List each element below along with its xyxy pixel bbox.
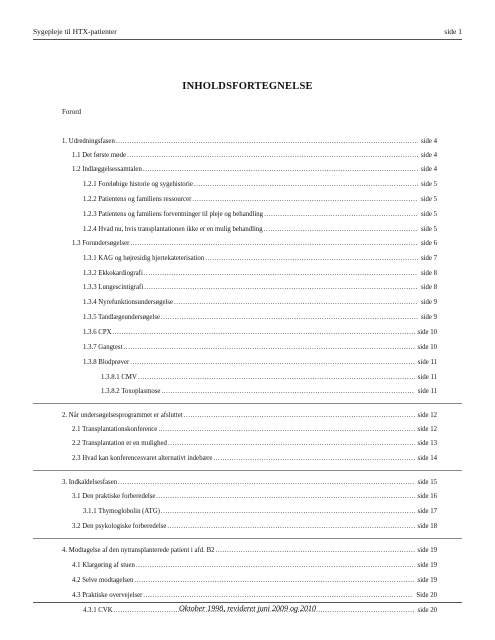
toc-entry-page: side 4	[420, 166, 437, 173]
section-divider	[33, 538, 462, 539]
section-divider	[33, 470, 462, 471]
toc-entry-label: 2. Når undersøgelsesprogrammet er afsluttet	[62, 412, 183, 419]
toc-entry-page: side 5	[420, 181, 437, 188]
toc-entry-subsection	[83, 313, 437, 323]
toc-entry-page: side 10	[417, 329, 437, 336]
toc-entry-page: side 20	[417, 607, 437, 614]
toc-leader-dots	[194, 180, 418, 190]
toc-entry-section	[72, 576, 437, 586]
toc-entry-label: 2.3 Hvad kan konferencesvaret alternativt indebære	[72, 455, 213, 462]
toc-entry-label: 1.3.8 Blodprøver	[83, 359, 130, 366]
toc-leader-dots	[127, 151, 418, 161]
toc-leader-dots	[168, 439, 415, 449]
toc-entry-chapter	[62, 478, 437, 488]
toc-entry-label: 1.3.1 KAG og højresidig hjertekateterisation	[83, 255, 205, 262]
toc-leader-dots	[174, 298, 418, 308]
toc-entry-label: 4.3.1 CVK	[83, 607, 113, 614]
toc-entry-page: side 12	[417, 412, 437, 419]
toc-entry-label: 2.1 Transplantationskonference	[72, 426, 158, 433]
header-page-number: side 1	[444, 27, 462, 36]
toc-entry-section	[72, 454, 437, 464]
toc-leader-dots	[158, 425, 414, 435]
toc-entry-label: 1.3.8.1 CMV	[101, 374, 137, 381]
toc-title: INHOLDSFORTEGNELSE	[182, 81, 313, 92]
toc-entry-section	[72, 239, 437, 249]
toc-entry-page: side 11	[417, 388, 437, 395]
toc-entry-page: side 12	[417, 426, 437, 433]
toc-entry-subsection	[83, 225, 437, 235]
toc-entry-page: Side 20	[416, 592, 437, 599]
header-title: Sygepleje til HTX-patienter	[33, 27, 117, 36]
toc-entry-subsection	[83, 358, 437, 368]
toc-entry-subsubsection	[101, 387, 437, 397]
toc-entry-label: 1.2.1 Foreløbige historie og sygehistorie	[83, 181, 193, 188]
toc-leader-dots	[144, 269, 418, 279]
toc-entry-page: side 8	[420, 270, 437, 277]
toc-entry-label: 1.3 Forundersøgelser	[72, 240, 130, 247]
toc-entry-label: 1.3.8.2 Toxoplasmose	[101, 388, 161, 395]
toc-entry-page: side 9	[420, 314, 437, 321]
toc-entry-page: side 19	[417, 577, 437, 584]
toc-entry-page: side 11	[417, 374, 437, 381]
toc-entry-label: 1.3.6 CPX	[83, 329, 112, 336]
toc-entry-page: side 19	[417, 547, 437, 554]
toc-entry-page: side 18	[417, 523, 437, 530]
toc-entry-label: 1.2.3 Patientens og familiens forventninger til pleje og behandling	[83, 211, 264, 218]
toc-entry-page: side 4	[420, 138, 437, 145]
page-footer: Oktober 1998, revideret juni 2009 og 2010	[179, 604, 316, 613]
toc-leader-dots	[113, 328, 415, 338]
toc-entry-chapter	[62, 137, 437, 147]
toc-leader-dots	[264, 225, 418, 235]
toc-entry-section	[72, 522, 437, 532]
toc-entry-label: 3.1 Den praktiske forberedelse	[72, 493, 156, 500]
toc-entry-subsection	[83, 269, 437, 279]
toc-entry-page: side 19	[417, 562, 437, 569]
toc-entry-subsection	[83, 195, 437, 205]
toc-leader-dots	[264, 210, 418, 220]
toc-entry-subsection	[83, 283, 437, 293]
toc-entry-label: 1. Udredningsfasen	[62, 138, 115, 145]
toc-leader-dots	[130, 239, 418, 249]
section-divider	[33, 403, 462, 404]
toc-leader-dots	[138, 373, 415, 383]
toc-leader-dots	[143, 165, 418, 175]
toc-entry-label: 4.2 Selve modtagelsen	[72, 577, 134, 584]
toc-entry-label: 1.1 Det første møde	[72, 152, 126, 159]
toc-entry-page: side 13	[417, 440, 437, 447]
toc-entry-section	[72, 151, 437, 161]
toc-entry-label: 1.3.7 Gangtest	[83, 344, 123, 351]
toc-entry-page: side 15	[417, 479, 437, 486]
toc-entry-subsection	[83, 507, 437, 517]
toc-entry-subsection	[83, 328, 437, 338]
toc-entry-section	[72, 165, 437, 175]
toc-entry-page: side 17	[417, 508, 437, 515]
toc-entry-page: side 7	[420, 255, 437, 262]
toc-entry-label: 1.3.2 Ekkokardiografi	[83, 270, 143, 277]
toc-leader-dots	[213, 454, 414, 464]
toc-entry-label: 4. Modtagelse af den nytransplanterede patient i afd. B2	[62, 547, 215, 554]
toc-entry-page: side 16	[417, 493, 437, 500]
toc-entry-label: 4.3 Praktiske overvejelser	[72, 592, 143, 599]
toc-leader-dots	[130, 358, 415, 368]
toc-entry-page: side 4	[420, 152, 437, 159]
toc-leader-dots	[118, 478, 414, 488]
toc-entry-subsection	[83, 210, 437, 220]
toc-entry-label: 1.2 Indlæggelsessamtalen	[72, 166, 142, 173]
toc-entry-subsection	[83, 298, 437, 308]
toc-leader-dots	[116, 137, 418, 147]
toc-leader-dots	[167, 522, 414, 532]
toc-leader-dots	[143, 591, 413, 601]
toc-entry-page: side 14	[417, 455, 437, 462]
toc-entry-page: side 10	[417, 344, 437, 351]
toc-entry-page: side 5	[420, 226, 437, 233]
toc-entry-page: side 11	[417, 359, 437, 366]
toc-entry-label: 3. Indkaldelsesfasen	[62, 479, 118, 486]
footer-divider	[33, 602, 462, 603]
toc-entry-subsubsection	[101, 373, 437, 383]
toc-entry-subsection	[83, 180, 437, 190]
toc-entry-label: 3.2 Den psykologiske forberedelse	[72, 523, 167, 530]
toc-leader-dots	[156, 492, 414, 502]
toc-entry-chapter	[62, 546, 437, 556]
toc-leader-dots	[161, 313, 418, 323]
toc-entry-label: 1.3.5 Tandlægeundersøgelse	[83, 314, 160, 321]
toc-entry-chapter	[62, 411, 437, 421]
toc-entry-label: 4.1 Klargøring af stuen	[72, 562, 135, 569]
toc-entry-section	[72, 425, 437, 435]
toc-entry-label: 3.1.1 Thymoglobolin (ATG)	[83, 508, 160, 515]
toc-entry-page: side 5	[420, 196, 437, 203]
toc-entry-subsection	[83, 254, 437, 264]
toc-entry-section	[72, 492, 437, 502]
toc-leader-dots	[134, 576, 414, 586]
toc-leader-dots	[161, 387, 414, 397]
toc-leader-dots	[136, 561, 415, 571]
toc-leader-dots	[123, 343, 414, 353]
toc-entry-page: side 5	[420, 211, 437, 218]
toc-entry-label: 1.3.4 Nyrefunktionsundersøgelse	[83, 299, 174, 306]
toc-entry-label: 2.2 Transplantation er en mulighed	[72, 440, 167, 447]
toc-entry-section	[72, 591, 437, 601]
toc-entry-label: 1.2.4 Hvad nu, hvis transplantationen ikke er en mulig behandling	[83, 226, 263, 233]
toc-leader-dots	[144, 283, 418, 293]
toc-leader-dots	[205, 254, 418, 264]
toc-entry-section	[72, 439, 437, 449]
toc-entry-page: side 9	[420, 299, 437, 306]
toc-entry-label: 1.2.2 Patientens og familiens ressourcer	[83, 196, 192, 203]
toc-entry-label: 1.3.3 Lungescintigrafi	[83, 284, 144, 291]
toc-entry-subsection	[83, 343, 437, 353]
toc-entry-page: side 6	[420, 240, 437, 247]
toc-foreword: Forord	[62, 108, 82, 116]
toc-leader-dots	[161, 507, 415, 517]
toc-leader-dots	[184, 411, 415, 421]
page-header	[33, 27, 462, 36]
header-divider	[33, 39, 462, 40]
toc-entry-page: side 8	[420, 284, 437, 291]
toc-leader-dots	[216, 546, 415, 556]
toc-leader-dots	[192, 195, 418, 205]
toc-entry-section	[72, 561, 437, 571]
